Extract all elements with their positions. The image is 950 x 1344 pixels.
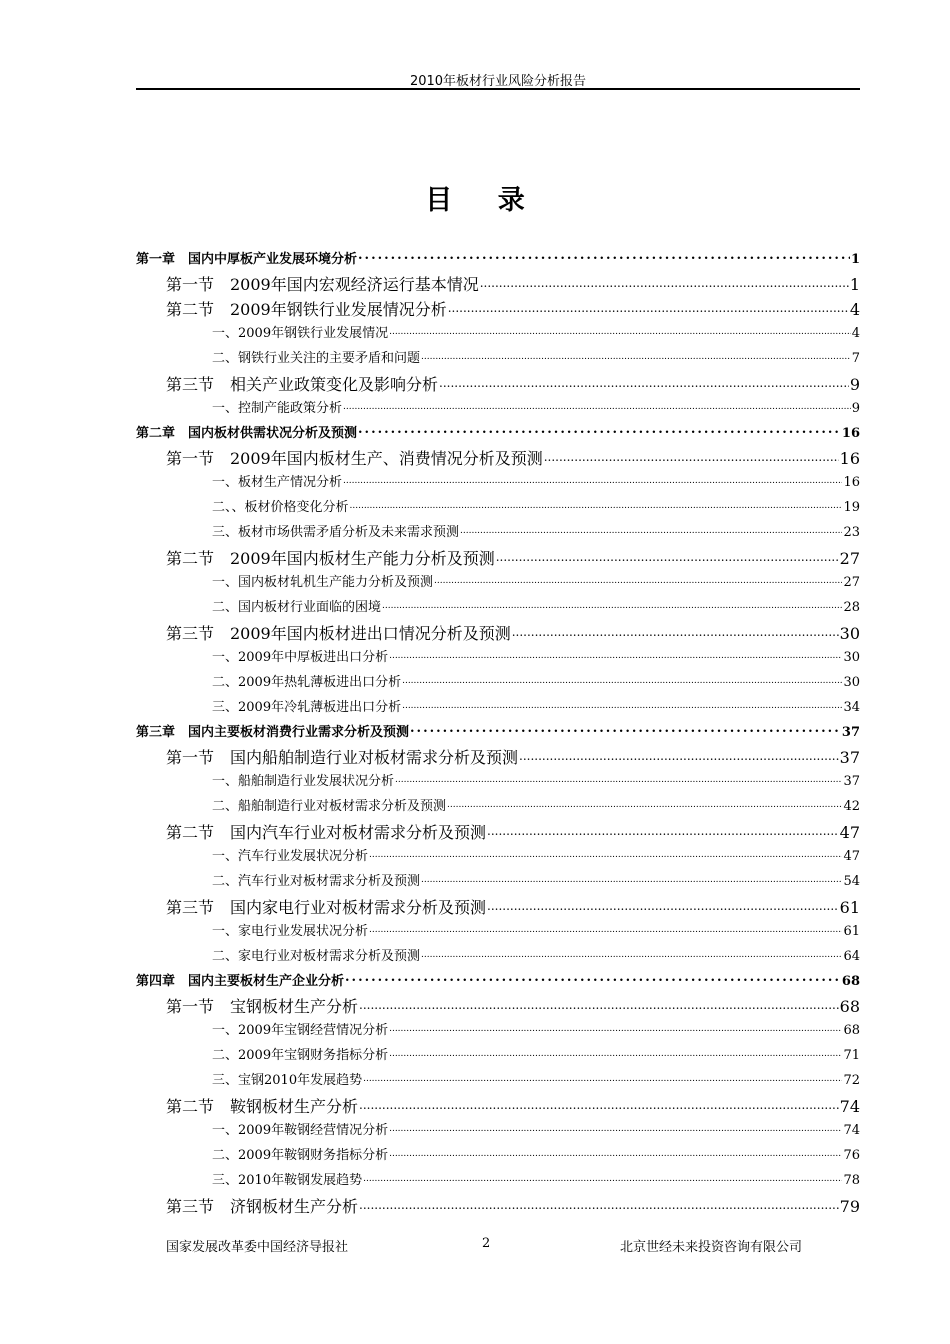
toc-dot-leader	[512, 623, 839, 639]
toc-entry-page: 4	[851, 326, 860, 341]
toc-entry-page: 64	[843, 949, 860, 964]
toc-entry-chapter[interactable]	[136, 970, 860, 994]
toc-dot-leader	[544, 448, 839, 464]
toc-entry-label: 一、2009年宝钢经营情况分析	[212, 1023, 389, 1038]
toc-entry-section[interactable]	[136, 297, 860, 322]
toc-entry-section[interactable]	[136, 895, 860, 920]
toc-entry-label: 第二节 鞍钢板材生产分析	[166, 1097, 359, 1116]
toc-entry-page: 30	[839, 624, 860, 643]
toc-entry-label: 第二节 国内汽车行业对板材需求分析及预测	[166, 823, 487, 842]
toc-entry-label: 一、2009年钢铁行业发展情况	[212, 326, 389, 341]
toc-entry-sub[interactable]	[136, 845, 860, 870]
toc-entry-page: 30	[843, 650, 860, 665]
toc-entry-page: 19	[843, 500, 860, 515]
toc-entry-page: 16	[839, 449, 860, 468]
toc-entry-page: 1	[850, 252, 860, 267]
toc-dot-leader	[519, 747, 839, 763]
toc-dot-leader	[460, 524, 842, 536]
toc-title: 目 录	[425, 185, 543, 216]
toc-entry-sub[interactable]	[136, 1069, 860, 1094]
toc-entry-sub[interactable]	[136, 795, 860, 820]
toc-entry-page: 9	[849, 375, 860, 394]
toc-entry-section[interactable]	[136, 546, 860, 571]
toc-entry-page: 23	[843, 525, 860, 540]
toc-entry-label: 二、船舶制造行业对板材需求分析及预测	[212, 799, 447, 814]
toc-entry-page: 37	[843, 774, 860, 789]
toc-entry-page: 68	[843, 1023, 860, 1038]
toc-dot-leader	[402, 674, 842, 686]
toc-entry-label: 第一节 国内船舶制造行业对板材需求分析及预测	[166, 748, 519, 767]
toc-dot-leader	[350, 499, 843, 511]
toc-entry-page: 61	[839, 898, 860, 917]
toc-dot-leader	[343, 474, 842, 486]
toc-entry-label: 第二章 国内板材供需状况分析及预测	[136, 426, 358, 441]
toc-entry-label: 三、板材市场供需矛盾分析及未来需求预测	[212, 525, 460, 540]
toc-entry-label: 第三节 济钢板材生产分析	[166, 1197, 359, 1216]
toc-dot-leader	[395, 773, 842, 785]
toc-entry-label: 一、船舶制造行业发展状况分析	[212, 774, 395, 789]
toc-entry-sub[interactable]	[136, 596, 860, 621]
toc-entry-label: 第三章 国内主要板材消费行业需求分析及预测	[136, 725, 410, 740]
toc-entry-page: 28	[843, 600, 860, 615]
toc-entry-page: 27	[839, 549, 860, 568]
toc-entry-label: 第四章 国内主要板材生产企业分析	[136, 974, 345, 989]
toc-entry-sub[interactable]	[136, 920, 860, 945]
toc-dot-leader	[434, 574, 842, 586]
toc-entry-page: 71	[843, 1048, 860, 1063]
toc-entry-sub[interactable]	[136, 496, 860, 521]
toc-entry-page: 1	[849, 275, 860, 294]
toc-entry-section[interactable]	[136, 994, 860, 1019]
toc-entry-sub[interactable]	[136, 471, 860, 496]
page-header: 2010年板材行业风险分析报告	[409, 74, 587, 89]
toc-entry-section[interactable]	[136, 446, 860, 471]
toc-entry-sub[interactable]	[136, 322, 860, 347]
toc-entry-page: 61	[843, 924, 860, 939]
toc-entry-sub[interactable]	[136, 870, 860, 895]
toc-dot-leader	[439, 374, 849, 390]
toc-entry-label: 二、国内板材行业面临的困境	[212, 600, 382, 615]
toc-dot-leader	[447, 798, 842, 810]
toc-entry-page: 16	[843, 475, 860, 490]
toc-entry-label: 一、控制产能政策分析	[212, 401, 343, 416]
toc-entry-label: 二、钢铁行业关注的主要矛盾和问题	[212, 351, 421, 366]
toc-entry-label: 第一节 2009年国内板材生产、消费情况分析及预测	[166, 449, 543, 468]
toc-entry-label: 二、2009年热轧薄板进出口分析	[212, 675, 402, 690]
toc-entry-label: 第一章 国内中厚板产业发展环境分析	[136, 252, 358, 267]
toc-dot-leader	[487, 822, 839, 838]
toc-entry-sub[interactable]	[136, 671, 860, 696]
toc-dot-leader	[487, 897, 839, 913]
toc-entry-section[interactable]	[136, 1094, 860, 1119]
toc-entry-page: 27	[843, 575, 860, 590]
toc-entry-sub[interactable]	[136, 945, 860, 970]
toc-entry-page: 76	[843, 1148, 860, 1163]
toc-dot-leader	[369, 923, 842, 935]
footer-company: 北京世经未来投资咨询有限公司	[620, 1240, 803, 1255]
toc-entry-sub[interactable]	[136, 347, 860, 372]
toc-entry-page: 16	[841, 426, 860, 441]
toc-dot-leader	[421, 350, 851, 362]
toc-dot-leader	[410, 722, 841, 736]
toc-entry-chapter[interactable]	[136, 721, 860, 745]
toc-entry-section[interactable]	[136, 372, 860, 397]
toc-entry-page: 34	[843, 700, 860, 715]
toc-entry-label: 二、2009年鞍钢财务指标分析	[212, 1148, 389, 1163]
toc-entry-label: 第三节 相关产业政策变化及影响分析	[166, 375, 439, 394]
toc-entry-label: 二、2009年宝钢财务指标分析	[212, 1048, 389, 1063]
toc-entry-sub[interactable]	[136, 770, 860, 795]
toc-dot-leader	[402, 699, 842, 711]
toc-dot-leader	[363, 1072, 842, 1084]
toc-entry-label: 一、国内板材轧机生产能力分析及预测	[212, 575, 434, 590]
toc-dot-leader	[358, 249, 850, 263]
toc-entry-page: 74	[839, 1097, 860, 1116]
toc-dot-leader	[358, 423, 841, 437]
toc-dot-leader	[389, 325, 851, 337]
footer-publisher: 国家发展改革委中国经济导报社	[166, 1240, 349, 1255]
toc-dot-leader	[359, 1196, 839, 1212]
toc-entry-label: 第二节 2009年国内板材生产能力分析及预测	[166, 549, 495, 568]
toc-entry-page: 4	[849, 300, 860, 319]
toc-entry-label: 三、2010年鞍钢发展趋势	[212, 1173, 363, 1188]
toc-dot-leader	[421, 948, 842, 960]
toc-entry-page: 79	[839, 1197, 860, 1216]
toc-entry-label: 一、汽车行业发展状况分析	[212, 849, 369, 864]
toc-entry-label: 三、2009年冷轧薄板进出口分析	[212, 700, 402, 715]
toc-dot-leader	[448, 299, 849, 315]
toc-entry-section[interactable]	[136, 1194, 860, 1219]
toc-entry-label: 第三节 国内家电行业对板材需求分析及预测	[166, 898, 487, 917]
toc-entry-section[interactable]	[136, 820, 860, 845]
toc-entry-chapter[interactable]	[136, 248, 860, 272]
toc-entry-page: 47	[839, 823, 860, 842]
toc-dot-leader	[359, 1096, 839, 1112]
toc-entry-sub[interactable]	[136, 397, 860, 422]
toc-entry-page: 7	[851, 351, 860, 366]
toc-dot-leader	[389, 1047, 842, 1059]
toc-entry-page: 37	[841, 725, 860, 740]
toc-entry-sub[interactable]	[136, 1144, 860, 1169]
toc-dot-leader	[363, 1172, 842, 1184]
toc-entry-section[interactable]	[136, 621, 860, 646]
toc-dot-leader	[389, 649, 842, 661]
toc-dot-leader	[496, 548, 839, 564]
footer-page-number: 2	[482, 1236, 491, 1251]
toc-dot-leader	[369, 848, 842, 860]
toc-entry-label: 三、宝钢2010年发展趋势	[212, 1073, 363, 1088]
toc-entry-page: 9	[851, 401, 860, 416]
toc-entry-label: 第一节 2009年国内宏观经济运行基本情况	[166, 275, 479, 294]
toc-entry-page: 47	[843, 849, 860, 864]
toc-dot-leader	[345, 971, 841, 985]
toc-entry-sub[interactable]	[136, 521, 860, 546]
toc-entry-page: 30	[843, 675, 860, 690]
toc-dot-leader	[421, 873, 842, 885]
toc-dot-leader	[382, 599, 842, 611]
toc-entry-label: 二、家电行业对板材需求分析及预测	[212, 949, 421, 964]
toc-entry-label: 一、2009年鞍钢经营情况分析	[212, 1123, 389, 1138]
toc-dot-leader	[343, 400, 851, 412]
toc-entry-label: 第三节 2009年国内板材进出口情况分析及预测	[166, 624, 511, 643]
toc-dot-leader	[389, 1122, 842, 1134]
toc-entry-label: 二、、板材价格变化分析	[212, 500, 349, 515]
toc-entry-label: 一、2009年中厚板进出口分析	[212, 650, 389, 665]
toc-entry-chapter[interactable]	[136, 422, 860, 446]
toc-entry-label: 二、汽车行业对板材需求分析及预测	[212, 874, 421, 889]
toc-dot-leader	[389, 1147, 842, 1159]
toc-entry-label: 一、家电行业发展状况分析	[212, 924, 369, 939]
header-rule	[136, 88, 860, 90]
toc-entry-page: 72	[843, 1073, 860, 1088]
toc-entry-page: 68	[841, 974, 860, 989]
toc-entry-sub[interactable]	[136, 696, 860, 721]
toc-entry-sub[interactable]	[136, 1119, 860, 1144]
toc-entry-sub[interactable]	[136, 1044, 860, 1069]
toc-entry-label: 第一节 宝钢板材生产分析	[166, 997, 359, 1016]
toc-dot-leader	[480, 274, 849, 290]
toc-entry-section[interactable]	[136, 272, 860, 297]
toc-entry-sub[interactable]	[136, 646, 860, 671]
table-of-contents	[136, 248, 860, 1219]
toc-entry-sub[interactable]	[136, 1019, 860, 1044]
toc-entry-page: 68	[839, 997, 860, 1016]
toc-entry-page: 37	[839, 748, 860, 767]
toc-entry-section[interactable]	[136, 745, 860, 770]
toc-dot-leader	[389, 1022, 842, 1034]
toc-entry-page: 54	[843, 874, 860, 889]
toc-entry-page: 74	[843, 1123, 860, 1138]
toc-entry-label: 第二节 2009年钢铁行业发展情况分析	[166, 300, 447, 319]
toc-entry-page: 42	[843, 799, 860, 814]
toc-entry-label: 一、板材生产情况分析	[212, 475, 343, 490]
toc-entry-sub[interactable]	[136, 571, 860, 596]
toc-entry-sub[interactable]	[136, 1169, 860, 1194]
toc-dot-leader	[359, 996, 839, 1012]
toc-entry-page: 78	[843, 1173, 860, 1188]
